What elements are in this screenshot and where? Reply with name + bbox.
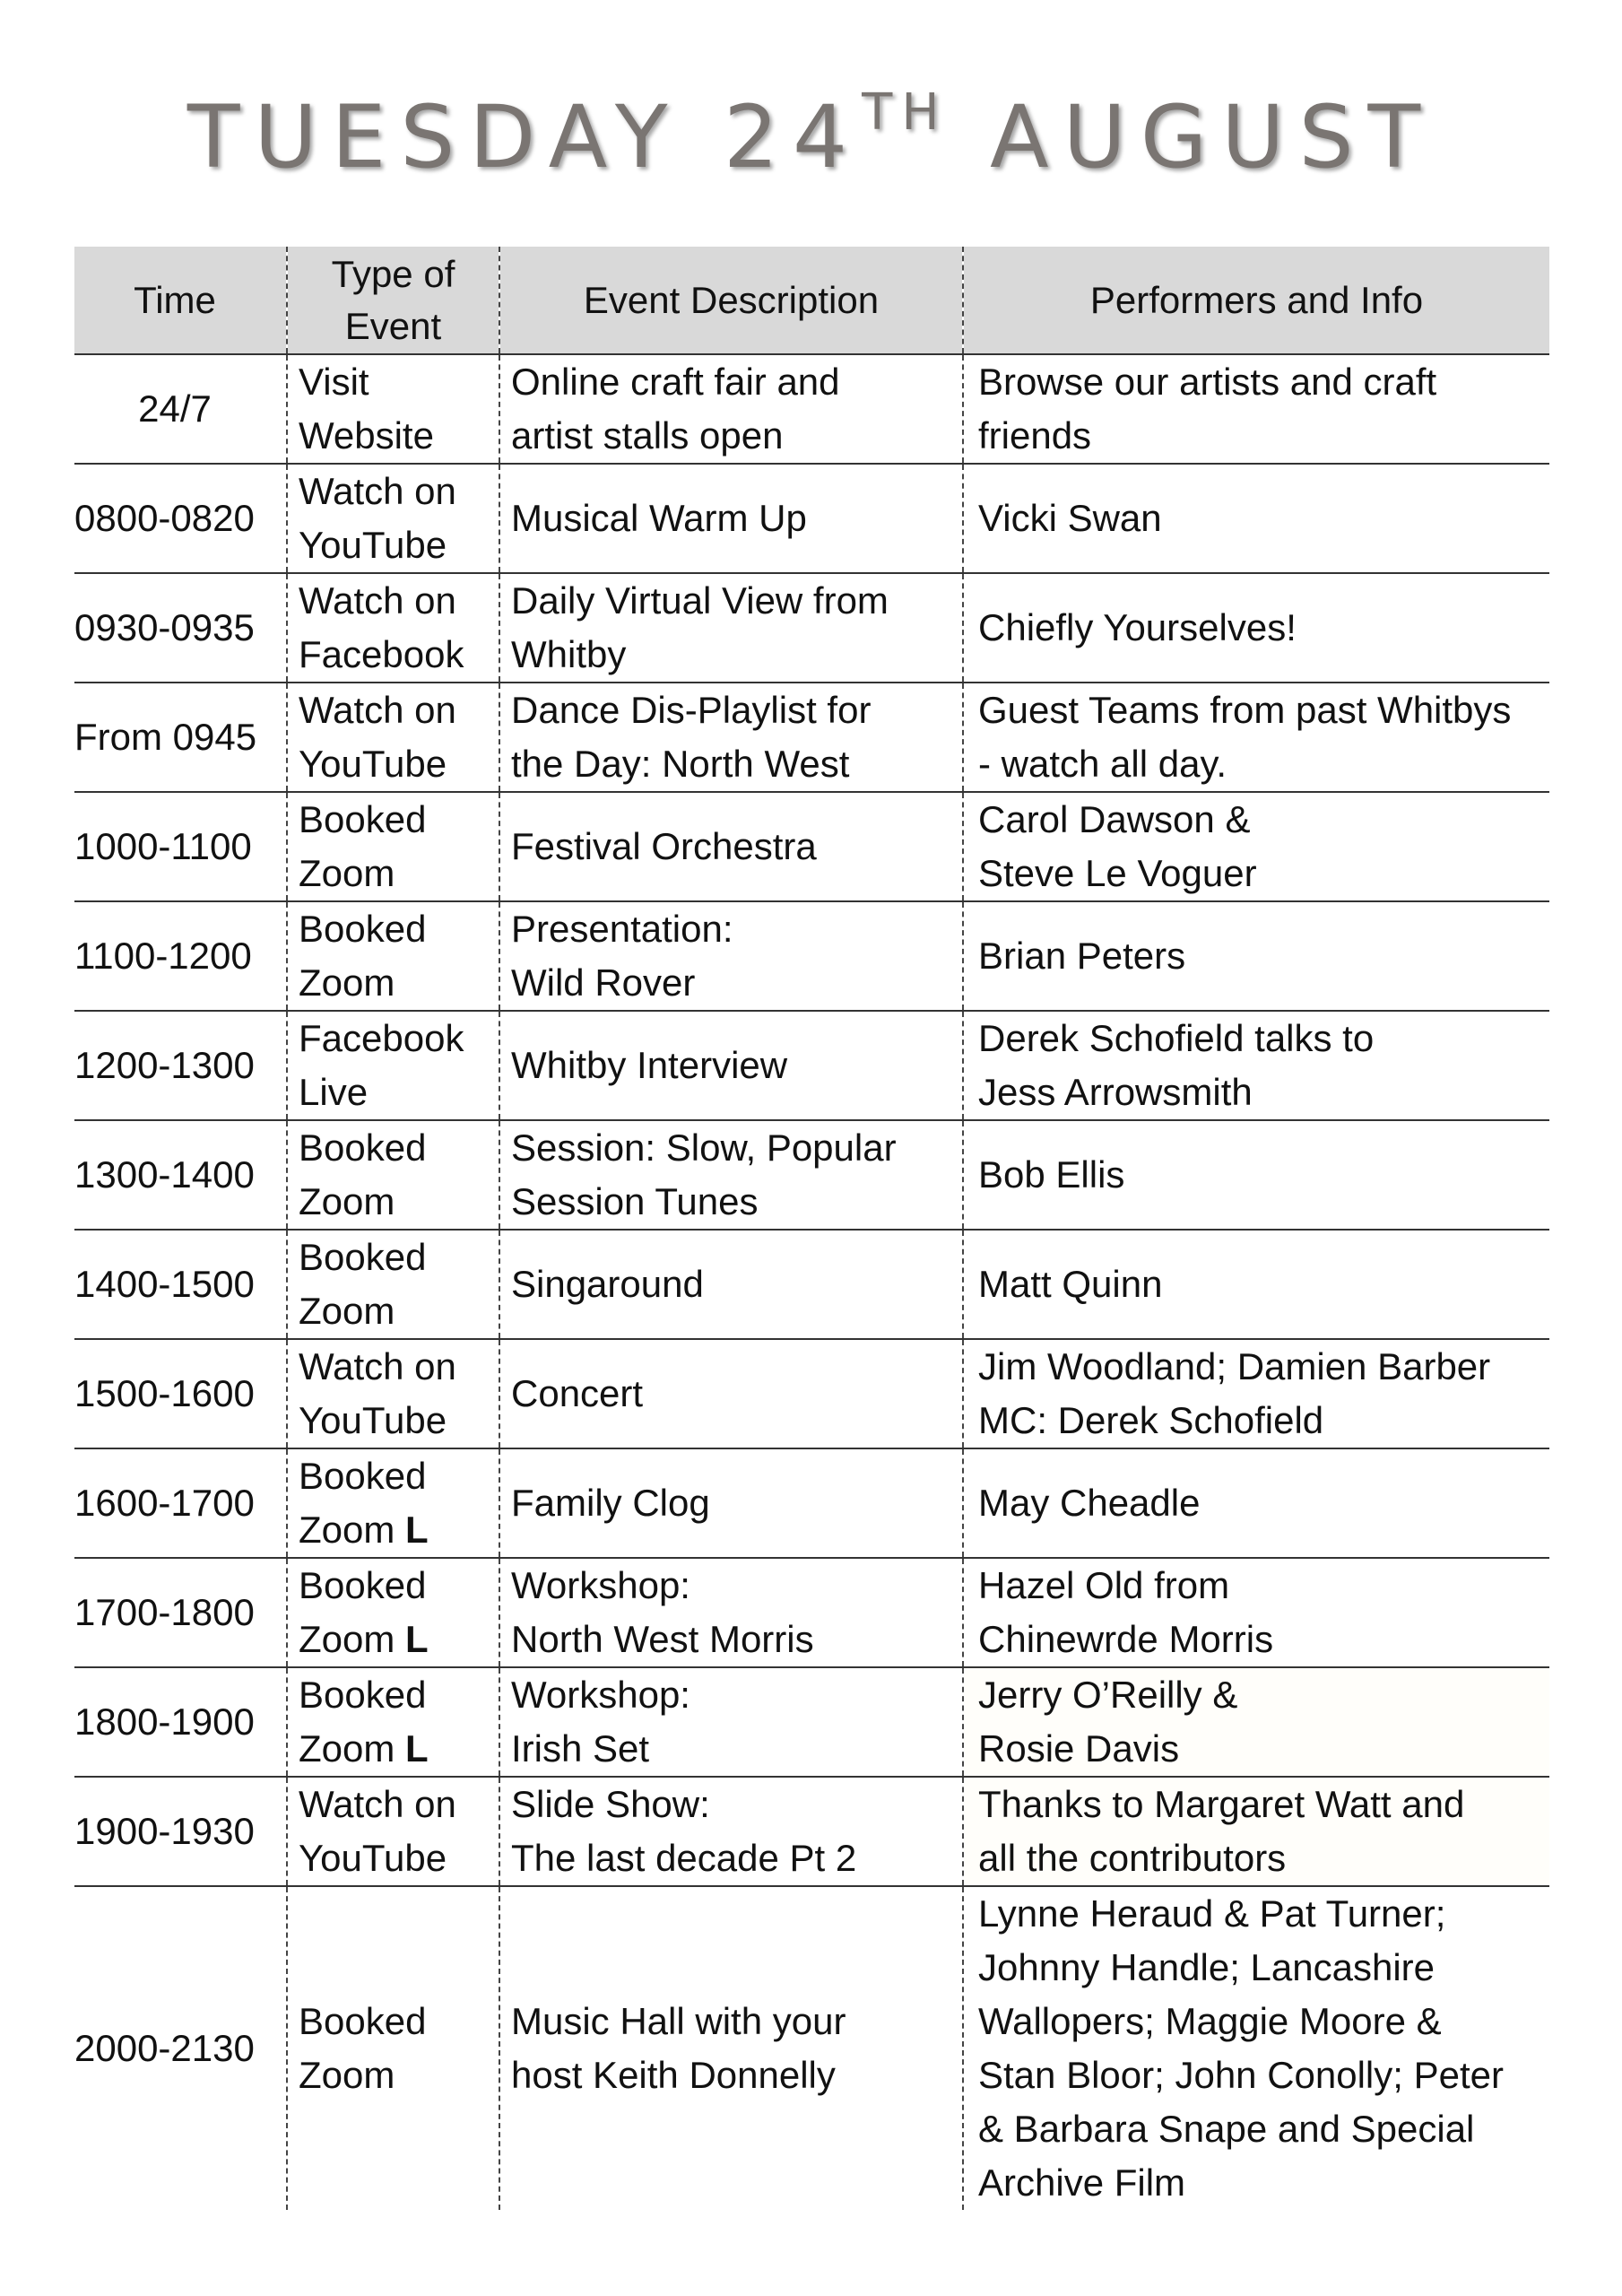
cell-event-type [287,1777,499,1886]
performers-line: Jess Arrowsmith [978,1071,1253,1113]
cell-time: 2000-2130 [74,2027,255,2069]
performers-line: Jerry O’Reilly & [978,1674,1238,1716]
description-line: The last decade Pt 2 [511,1837,857,1879]
cell-description [499,1339,963,1448]
cell-performers [963,1230,1549,1339]
table-row [74,1777,1549,1886]
page-title [0,83,1622,187]
cell-description [499,464,963,573]
event-type-line: Booked [299,1126,427,1169]
table-row [74,1339,1549,1448]
performers-line: Steve Le Voguer [978,852,1257,894]
cell-description [499,1011,963,1120]
cell-time: 1700-1800 [74,1591,255,1633]
event-type-line: Booked [299,2000,427,2042]
title-superscript: TH [862,83,949,142]
cell-description [499,683,963,792]
performers-line: Guest Teams from past Whitbys [978,689,1512,731]
title-main: TUESDAY 24 [186,87,863,187]
table-row [74,1558,1549,1667]
cell-description [499,792,963,901]
performers-line: friends [978,414,1092,457]
event-type-text: Zoom [299,1618,395,1660]
description-line: Daily Virtual View from [511,579,889,622]
cell-description [499,573,963,683]
event-type-line: Booked [299,1564,427,1606]
performers-line: Stan Bloor; John Conolly; Peter [978,2054,1504,2096]
description-line: the Day: North West [511,743,850,785]
cell-time: 1400-1500 [74,1263,255,1305]
description-line: Wild Rover [511,961,696,1004]
cell-time: 1800-1900 [74,1700,255,1743]
event-type-line: Zoom [299,852,395,894]
performers-line: Wallopers; Maggie Moore & [978,2000,1442,2042]
event-type-line: Booked [299,1236,427,1278]
cell-time: 1300-1400 [74,1153,255,1196]
performers-line: Jim Woodland; Damien Barber [978,1345,1491,1387]
description-line: Musical Warm Up [511,497,807,539]
header-time: Time [74,247,287,354]
cell-event-type [287,901,499,1011]
table-row [74,683,1549,792]
table-row [74,1886,1549,2210]
event-type-line: YouTube [299,743,447,785]
cell-performers [963,354,1549,464]
cell-performers [963,464,1549,573]
event-type-line: Watch on [299,1345,456,1387]
cell-event-type [287,464,499,573]
performers-line: Johnny Handle; Lancashire [978,1946,1436,1988]
performers-line: Chinewrde Morris [978,1618,1274,1660]
title-month: AUGUST [989,87,1436,187]
description-line: Whitby Interview [511,1044,788,1086]
cell-time: 1500-1600 [74,1372,255,1414]
schedule-table [74,247,1549,2210]
table-row [74,573,1549,683]
description-line: Presentation: [511,908,733,950]
cell-description [499,1448,963,1558]
description-line: Session Tunes [511,1180,759,1222]
event-type-line: Live [299,1071,369,1113]
event-type-line: Zoom [299,961,395,1004]
event-type-text: Zoom [299,1509,395,1551]
event-type-line: Booked [299,798,427,840]
cell-event-type [287,573,499,683]
cell-performers [963,1558,1549,1667]
performers-line: May Cheadle [978,1482,1201,1524]
event-type-line: Watch on [299,579,456,622]
event-type-line: Zoom [299,1180,395,1222]
event-type-line: Zoom [299,1290,395,1332]
description-line: Session: Slow, Popular [511,1126,897,1169]
cell-description [499,901,963,1011]
cell-event-type [287,354,499,464]
cell-event-type [287,1120,499,1230]
cell-event-type [287,792,499,901]
event-type-line: Booked [299,908,427,950]
cell-performers [963,683,1549,792]
event-type-flag: L [405,1509,429,1551]
table-row [74,901,1549,1011]
event-type-line: Watch on [299,470,456,512]
header-performers: Performers and Info [963,247,1549,354]
cell-performers [963,1120,1549,1230]
header-type-line2: Event [344,304,442,347]
event-type-line [299,1613,488,1666]
performers-line: Carol Dawson & [978,798,1251,840]
table-header-row [74,247,1549,354]
cell-time: 0930-0935 [74,606,255,648]
performers-line: all the contributors [978,1837,1287,1879]
cell-event-type [287,683,499,792]
description-line: Dance Dis-Playlist for [511,689,872,731]
description-line: Workshop: [511,1564,690,1606]
description-line: Slide Show: [511,1783,710,1825]
performers-line: MC: Derek Schofield [978,1399,1324,1441]
description-line: Singaround [511,1263,704,1305]
description-line: Concert [511,1372,644,1414]
performers-line: Chiefly Yourselves! [978,606,1297,648]
performers-line: Derek Schofield talks to [978,1017,1375,1059]
table-row [74,1667,1549,1777]
cell-time: 24/7 [138,387,212,430]
performers-line: Thanks to Margaret Watt and [978,1783,1465,1825]
event-type-text: Zoom [299,1727,395,1770]
performers-line: Hazel Old from [978,1564,1230,1606]
table-row [74,464,1549,573]
cell-event-type [287,1011,499,1120]
table-row [74,1230,1549,1339]
schedule-body [74,354,1549,2210]
cell-time: 1900-1930 [74,1810,255,1852]
description-line: Festival Orchestra [511,825,817,867]
performers-line: Vicki Swan [978,497,1162,539]
cell-performers [963,1886,1549,2210]
cell-time: From 0945 [74,716,257,758]
event-type-flag: L [405,1727,429,1770]
event-type-line: Facebook [299,1017,464,1059]
table-row [74,354,1549,464]
event-type-line [299,1722,488,1776]
cell-performers [963,1777,1549,1886]
cell-event-type [287,1886,499,2210]
performers-line: & Barbara Snape and Special [978,2108,1475,2150]
performers-line: Browse our artists and craft [978,361,1437,403]
cell-description [499,354,963,464]
cell-description [499,1120,963,1230]
cell-description [499,1667,963,1777]
cell-description [499,1886,963,2210]
cell-time: 1200-1300 [74,1044,255,1086]
cell-time: 1000-1100 [74,825,252,867]
header-type-line1: Type of [331,252,455,295]
cell-performers [963,1011,1549,1120]
event-type-line: YouTube [299,1837,447,1879]
description-line: Music Hall with your [511,2000,846,2042]
cell-event-type [287,1558,499,1667]
event-type-line: Booked [299,1455,427,1497]
table-row [74,1011,1549,1120]
event-type-line [299,1503,488,1557]
performers-line: Brian Peters [978,935,1186,977]
performers-line: Archive Film [978,2161,1186,2204]
cell-description [499,1558,963,1667]
cell-time: 1100-1200 [74,935,252,977]
description-line: Whitby [511,633,627,675]
performers-line: - watch all day. [978,743,1227,785]
description-line: Online craft fair and [511,361,840,403]
event-type-line: Visit [299,361,369,403]
header-type [287,247,499,354]
event-type-line: Website [299,414,434,457]
description-line: Workshop: [511,1674,690,1716]
performers-line: Bob Ellis [978,1153,1125,1196]
header-description: Event Description [499,247,963,354]
cell-event-type [287,1339,499,1448]
table-row [74,792,1549,901]
cell-event-type [287,1230,499,1339]
cell-performers [963,573,1549,683]
event-type-line: YouTube [299,524,447,566]
cell-performers [963,901,1549,1011]
event-type-line: Watch on [299,689,456,731]
cell-description [499,1230,963,1339]
event-type-line: Booked [299,1674,427,1716]
cell-event-type [287,1667,499,1777]
description-line: Irish Set [511,1727,650,1770]
cell-performers [963,1339,1549,1448]
description-line: Family Clog [511,1482,710,1524]
cell-time: 1600-1700 [74,1482,255,1524]
event-type-line: YouTube [299,1399,447,1441]
performers-line: Lynne Heraud & Pat Turner; [978,1892,1446,1935]
event-type-line: Zoom [299,2054,395,2096]
cell-description [499,1777,963,1886]
table-row [74,1120,1549,1230]
description-line: host Keith Donnelly [511,2054,836,2096]
description-line: North West Morris [511,1618,814,1660]
cell-performers [963,1667,1549,1777]
event-type-line: Watch on [299,1783,456,1825]
description-line: artist stalls open [511,414,784,457]
table-row [74,1448,1549,1558]
performers-line: Rosie Davis [978,1727,1180,1770]
event-type-flag: L [405,1618,429,1660]
performers-line: Matt Quinn [978,1263,1163,1305]
cell-performers [963,792,1549,901]
cell-performers [963,1448,1549,1558]
cell-time: 0800-0820 [74,497,255,539]
event-type-line: Facebook [299,633,464,675]
cell-event-type [287,1448,499,1558]
